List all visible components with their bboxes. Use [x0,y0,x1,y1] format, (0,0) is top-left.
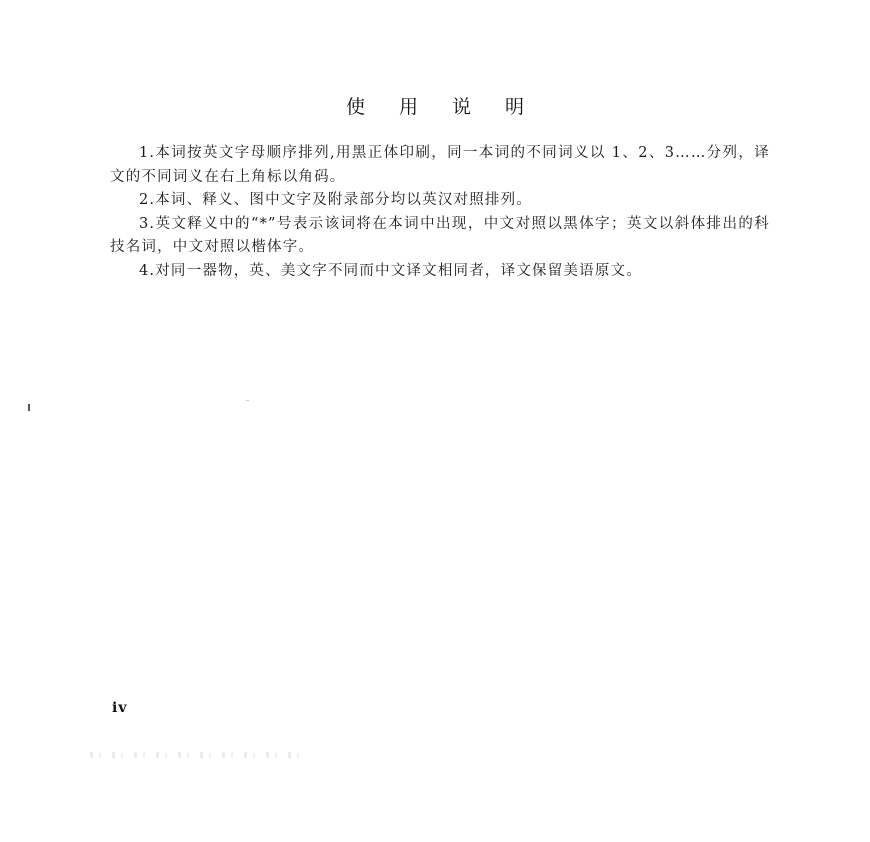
usage-note-4: 4.对同一器物，英、美文字不同而中文译文相同者，译文保留美语原文。 [139,262,642,279]
page-title: 使 用 说 明 [345,96,539,118]
page-number: iv [112,700,128,716]
usage-note-2: 2.本词、释义、图中文字及附录部分均以英汉对照排列。 [139,192,533,208]
usage-note-1: 1.本词按英文字母顺序排列,用黑正体印刷，同一本词的不同词义以 1、2、3……分列，译文的不同词义在右上角标以角码。 [110,145,770,185]
scan-noise [90,752,300,758]
scan-speck-small [246,400,249,401]
usage-note-3: 3.英文释义中的“*”号表示该词将在本词中出现，中文对照以黑体字；英文以斜体排出的科技名词，中文对照以楷体字。 [110,215,770,255]
usage-notes [110,142,770,283]
scan-speck [28,404,30,411]
